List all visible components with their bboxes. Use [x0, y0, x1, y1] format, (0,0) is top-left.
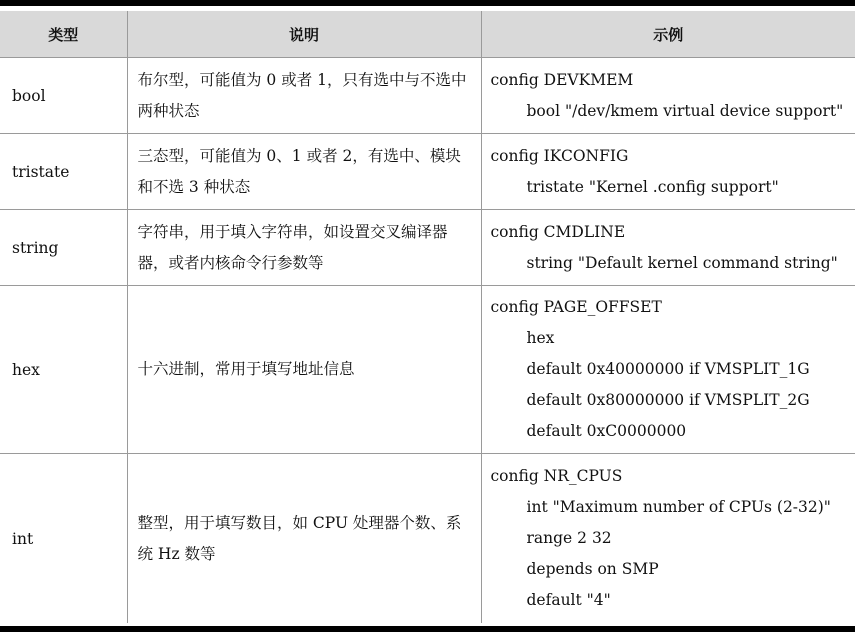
description-cell: 三态型，可能值为 0、1 或者 2，有选中、模块和不选 3 种状态 — [127, 134, 481, 210]
type-cell: string — [0, 210, 127, 286]
table-row — [0, 286, 855, 454]
example-line: int "Maximum number of CPUs (2-32)" — [526, 498, 831, 516]
header-description: 说明 — [127, 11, 481, 58]
type-cell: tristate — [0, 134, 127, 210]
example-cell — [481, 286, 855, 454]
description-cell: 字符串，用于填入字符串，如设置交叉编译器器，或者内核命令行参数等 — [127, 210, 481, 286]
description-cell: 布尔型，可能值为 0 或者 1，只有选中与不选中两种状态 — [127, 58, 481, 134]
example-line: tristate "Kernel .config support" — [526, 177, 779, 196]
header-example: 示例 — [481, 11, 855, 58]
example-line: config IKCONFIG — [490, 146, 629, 165]
example-line: default 0x80000000 if VMSPLIT_2G — [526, 391, 810, 409]
top-rule — [0, 0, 855, 6]
bottom-rule — [0, 626, 855, 632]
example-cell — [481, 58, 855, 134]
example-line: config DEVKMEM — [490, 70, 634, 89]
description-cell: 整型，用于填写数目，如 CPU 处理器个数、系统 Hz 数等 — [127, 454, 481, 624]
example-line: default 0x40000000 if VMSPLIT_1G — [526, 360, 810, 378]
example-line: depends on SMP — [526, 560, 659, 578]
example-line: string "Default kernel command string" — [526, 253, 838, 272]
example-line: range 2 32 — [526, 529, 612, 547]
type-cell: int — [0, 454, 127, 624]
type-cell: hex — [0, 286, 127, 454]
header-type: 类型 — [0, 11, 127, 58]
kconfig-type-table — [0, 11, 855, 623]
table-row — [0, 454, 855, 624]
table-row — [0, 134, 855, 210]
example-line: bool "/dev/kmem virtual device support" — [526, 101, 844, 120]
example-line: default 0xC0000000 — [526, 422, 687, 440]
table-row — [0, 210, 855, 286]
example-line: default "4" — [526, 591, 611, 609]
description-cell: 十六进制，常用于填写地址信息 — [127, 286, 481, 454]
example-line: config CMDLINE — [490, 222, 626, 241]
example-cell — [481, 454, 855, 624]
example-line: config NR_CPUS — [490, 467, 623, 485]
example-line: hex — [526, 329, 555, 347]
table-row — [0, 58, 855, 134]
example-cell — [481, 134, 855, 210]
example-cell — [481, 210, 855, 286]
header-row — [0, 11, 855, 58]
type-cell: bool — [0, 58, 127, 134]
example-line: config PAGE_OFFSET — [490, 298, 662, 316]
